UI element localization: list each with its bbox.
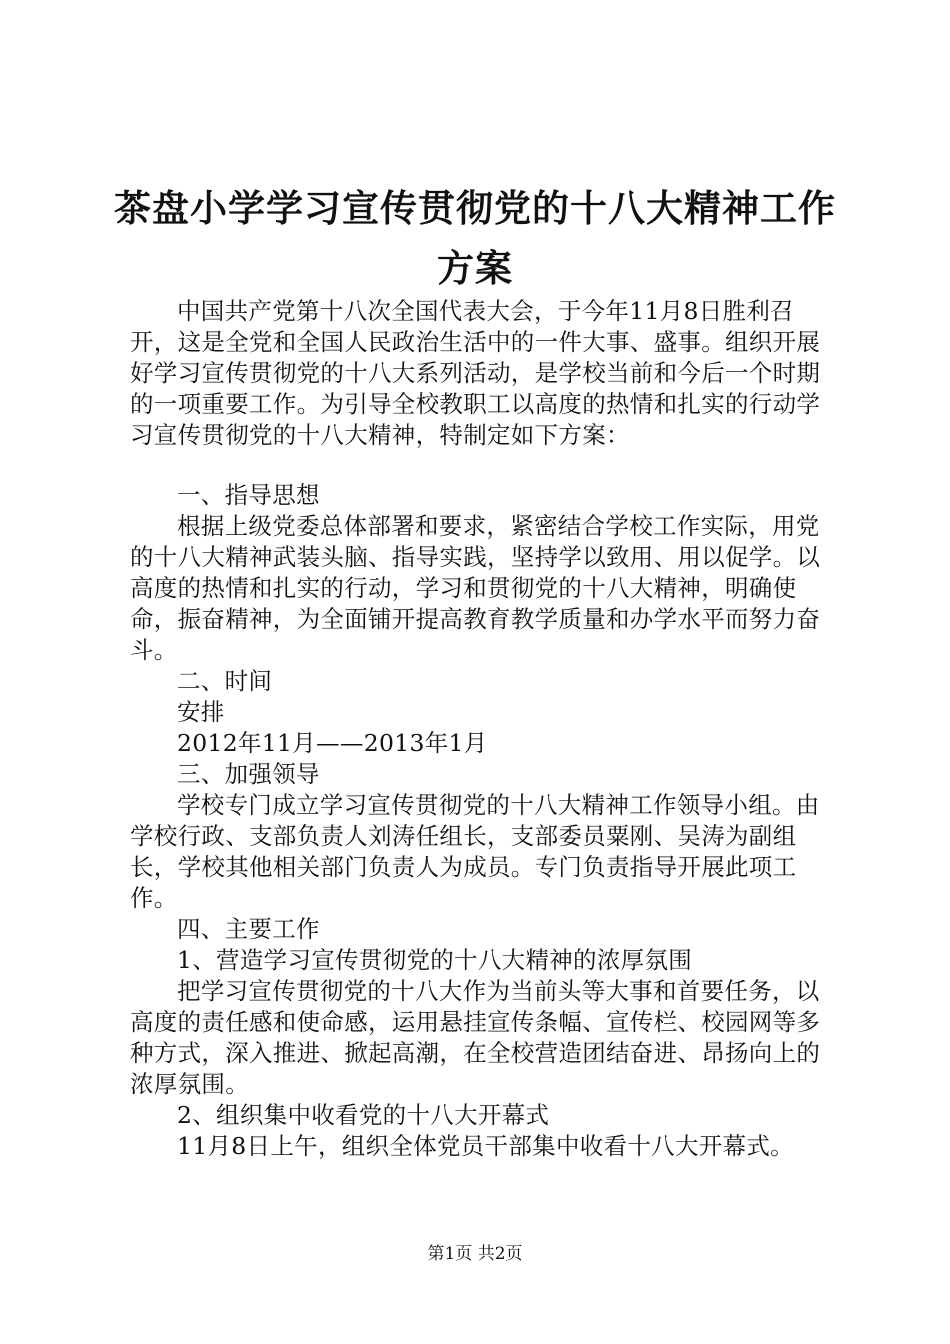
intro-paragraph: 中国共产党第十八次全国代表大会，于今年11月8日胜利召开，这是全党和全国人民政治生活中的一件大事、盛事。组织开展好学习宣传贯彻党的十八大系列活动，是学校当前和今后一个时期的一项重要工作。为引导全校教职工以高度的热情和扎实的行动学习宣传贯彻党的十八大精神，特制定如下方案： bbox=[130, 297, 821, 449]
leadership-paragraph: 学校专门成立学习宣传贯彻党的十八大精神工作领导小组。由学校行政、支部负责人刘涛任组长，支部委员粟刚、吴涛为副组长，学校其他相关部门负责人为成员。专门负责指导开展此项工作。 bbox=[130, 791, 820, 912]
section-heading-leadership: 三、加强领导 bbox=[177, 760, 320, 788]
section-heading-main-work: 四、主要工作 bbox=[177, 915, 320, 943]
subheading-opening-ceremony: 2、组织集中收看党的十八大开幕式 bbox=[177, 1101, 550, 1129]
atmosphere-paragraph: 把学习宣传贯彻党的十八大作为当前头等大事和首要任务，以高度的责任感和使命感，运用悬挂宣传条幅、宣传栏、校园网等多种方式，深入推进、掀起高潮，在全校营造团结奋进、昂扬向上的浓厚氛围。 bbox=[130, 977, 821, 1098]
section-heading-time: 二、时间 bbox=[177, 667, 273, 695]
schedule-dates: 2012年11月——2013年1月 bbox=[177, 729, 488, 757]
subheading-atmosphere: 1、营造学习宣传贯彻党的十八大精神的浓厚氛围 bbox=[177, 946, 693, 974]
document-title: 茶盘小学学习宣传贯彻党的十八大精神工作方案 bbox=[114, 186, 836, 290]
schedule-label: 安排 bbox=[177, 698, 225, 726]
document-body bbox=[130, 296, 835, 1162]
guiding-thought-paragraph: 根据上级党委总体部署和要求，紧密结合学校工作实际，用党的十八大精神武装头脑、指导实践，坚持学以致用、用以促学。以高度的热情和扎实的行动，学习和贯彻党的十八大精神，明确使命，振奋精神，为全面铺开提高教育教学质量和办学水平而努力奋斗。 bbox=[130, 512, 821, 664]
section-heading-guiding-thought: 一、指导思想 bbox=[177, 481, 320, 509]
page-footer: 第1页 共2页 bbox=[427, 1244, 523, 1264]
opening-ceremony-paragraph: 11月8日上午，组织全体党员干部集中收看十八大开幕式。 bbox=[177, 1132, 794, 1160]
